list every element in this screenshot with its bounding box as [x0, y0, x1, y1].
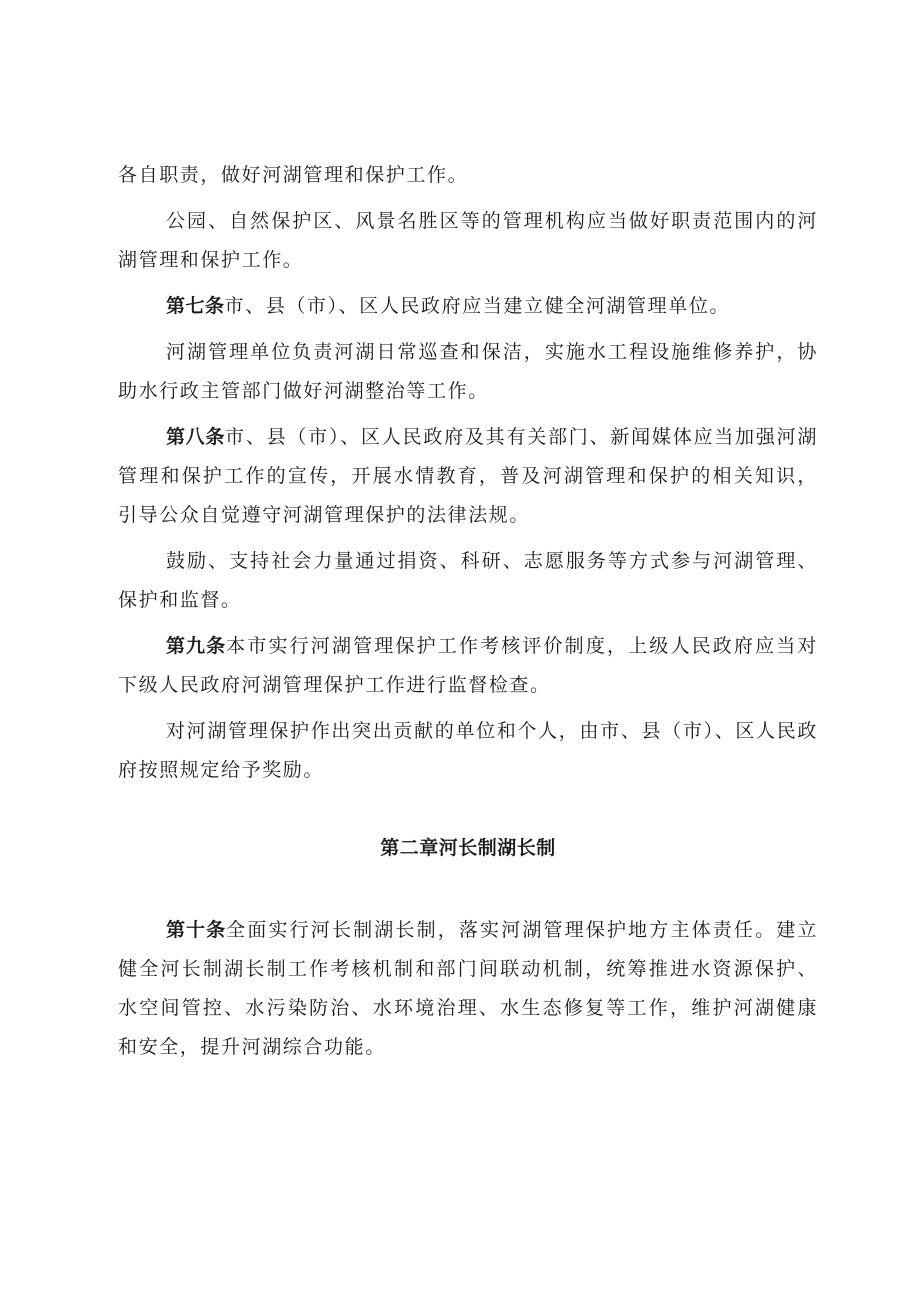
paragraph-parks: 公园、自然保护区、风景名胜区等的管理机构应当做好职责范围内的河湖管理和保护工作。 [118, 210, 818, 271]
article-9 [118, 627, 818, 705]
article-10-text: 全面实行河长制湖长制，落实河湖管理保护地方主体责任。建立健全河长制湖长制工作考核机制和部门间联动机制，统筹推进水资源保护、水空间管控、水污染防治、水环境治理、水生态修复等工作，维护河湖健康和安全，提升河湖综合功能。 [118, 919, 818, 1058]
article-7-text: 市、县（市）、区人民政府应当建立健全河湖管理单位。 [224, 295, 731, 317]
paragraph-rewards: 对河湖管理保护作出突出贡献的单位和个人，由市、县（市）、区人民政府按照规定给予奖励。 [118, 720, 818, 781]
article-8-text: 市、县（市）、区人民政府及其有关部门、新闻媒体应当加强河湖管理和保护工作的宣传，开展水情教育，普及河湖管理和保护的相关知识，引导公众自觉遵守河湖管理保护的法律法规。 [118, 426, 818, 526]
article-8 [118, 418, 818, 535]
article-10 [118, 911, 818, 1067]
paragraph-continuation: 各自职责，做好河湖管理和保护工作。 [118, 164, 469, 186]
article-9-heading: 第九条 [166, 635, 227, 657]
document-body [118, 156, 818, 1067]
article-9-text: 本市实行河湖管理保护工作考核评价制度，上级人民政府应当对下级人民政府河湖管理保护工作进行监督检查。 [118, 635, 818, 696]
article-8-heading: 第八条 [166, 426, 226, 448]
article-7-heading: 第七条 [166, 295, 225, 317]
chapter-title: 第二章河长制湖长制 [380, 837, 556, 859]
paragraph-management-unit: 河湖管理单位负责河湖日常巡查和保洁，实施水工程设施维修养护，协助水行政主管部门做好河湖整治等工作。 [118, 341, 818, 402]
paragraph-social-support: 鼓励、支持社会力量通过捐资、科研、志愿服务等方式参与河湖管理、保护和监督。 [118, 550, 818, 611]
article-10-heading: 第十条 [166, 919, 227, 941]
article-7 [118, 287, 818, 326]
